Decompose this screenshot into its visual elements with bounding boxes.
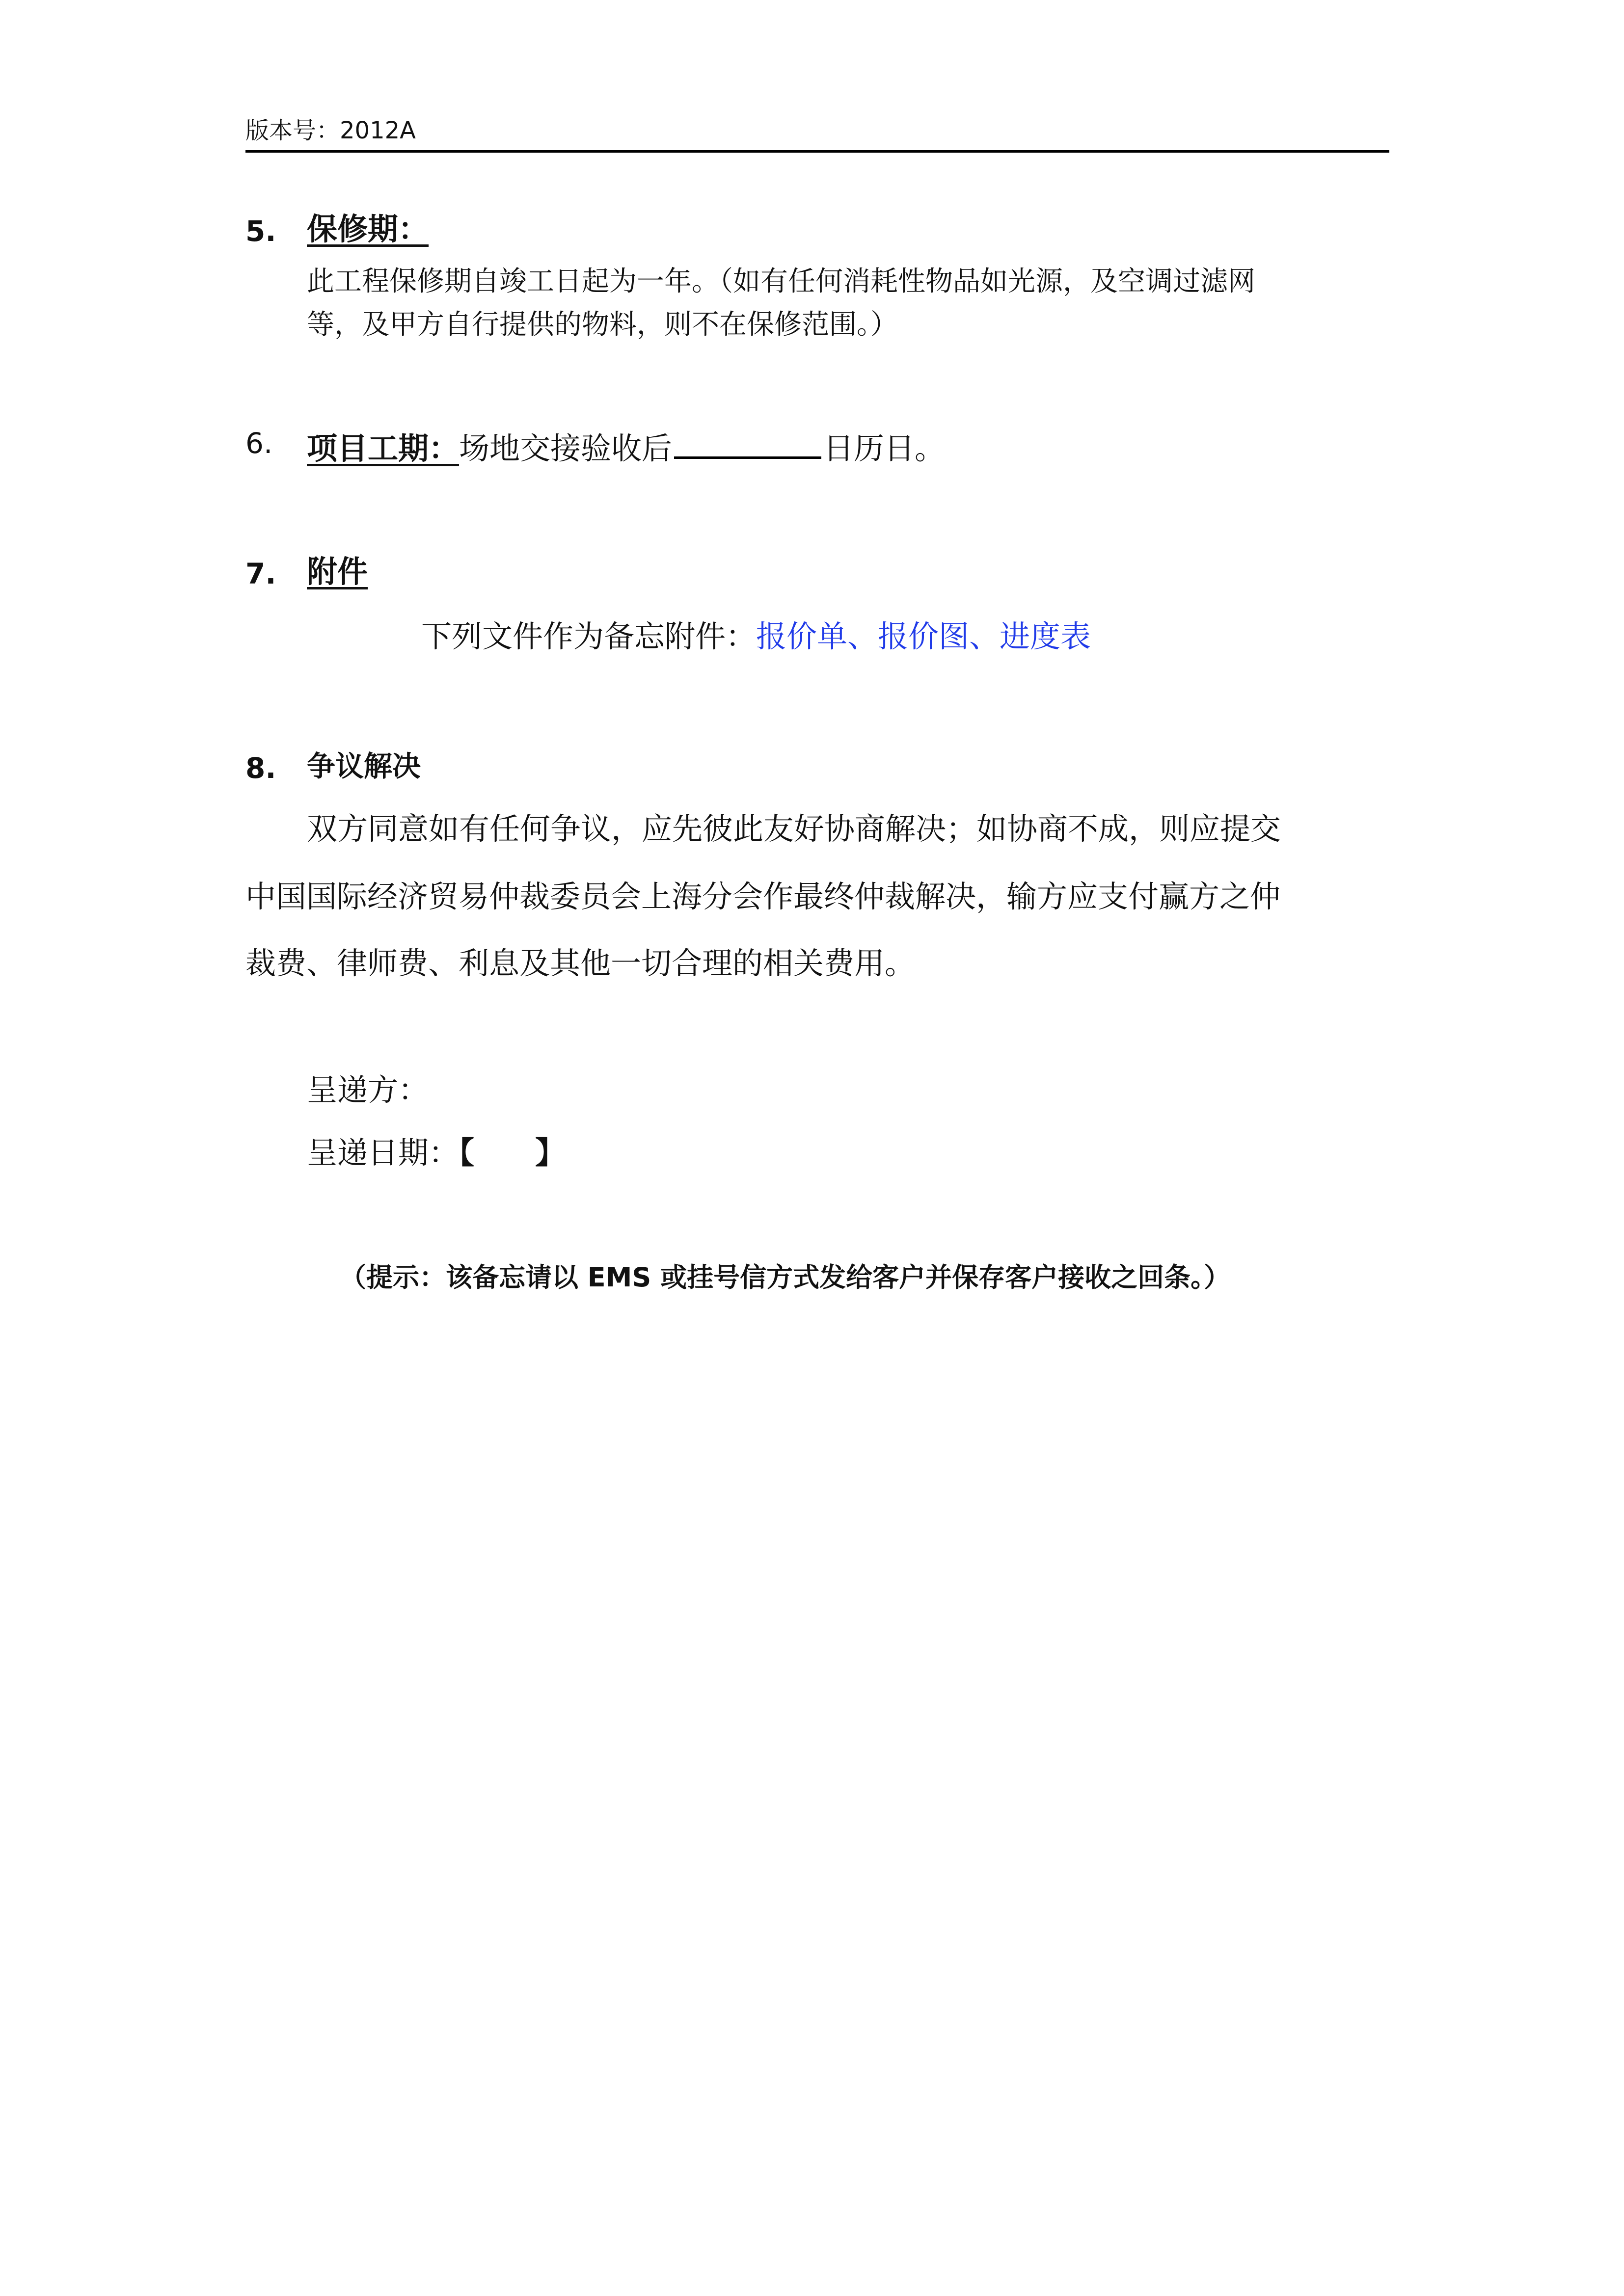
- section-5-text-line-2: 等，及甲方自行提供的物料，则不在保修范围。）: [307, 309, 898, 341]
- section-7-number: 7.: [245, 557, 276, 590]
- section-5-text-line-1: 此工程保修期自竣工日起为一年。（如有任何消耗性物品如光源，及空调过滤网: [307, 266, 1255, 297]
- section-8-title: 争议解决: [307, 749, 421, 783]
- section-6-text-before: 场地交接验收后: [459, 430, 673, 466]
- section-6-text-after: 日历日。: [823, 430, 946, 466]
- section-6-title: 项目工期：: [307, 430, 460, 466]
- section-8-text-line-2: 中国国际经济贸易仲裁委员会上海分会作最终仲裁解决，输方应支付赢方之仲: [245, 879, 1281, 914]
- presenter-date-line: [307, 1135, 566, 1171]
- section-5-number: 5.: [245, 214, 276, 248]
- section-8-text-line-1: 双方同意如有任何争议，应先彼此友好协商解决；如协商不成，则应提交: [307, 811, 1281, 847]
- section-5-title: 保修期：: [307, 211, 429, 247]
- section-7-attachments-line: [421, 618, 1091, 654]
- section-8-text-line-3: 裁费、律师费、利息及其他一切合理的相关费用。: [245, 945, 916, 981]
- duration-blank: [674, 426, 821, 459]
- presenter-label: 呈递方：: [307, 1072, 429, 1108]
- presenter-date-value: 【 】: [459, 1135, 566, 1171]
- version-label: 版本号：2012A: [245, 117, 416, 144]
- footer-note: （提示：该备忘请以 EMS 或挂号信方式发给客户并保存客户接收之回条。）: [340, 1262, 1231, 1293]
- section-8-number: 8.: [245, 751, 276, 785]
- section-6-number: 6.: [245, 427, 273, 460]
- presenter-date-label: 呈递日期：: [307, 1135, 460, 1171]
- section-7-intro: 下列文件作为备忘附件：: [421, 618, 757, 654]
- header-divider: [245, 150, 1389, 153]
- section-6-line: [307, 426, 945, 464]
- section-7-attachments: 报价单、报价图、进度表: [756, 618, 1091, 654]
- section-7-title: 附件: [307, 554, 368, 589]
